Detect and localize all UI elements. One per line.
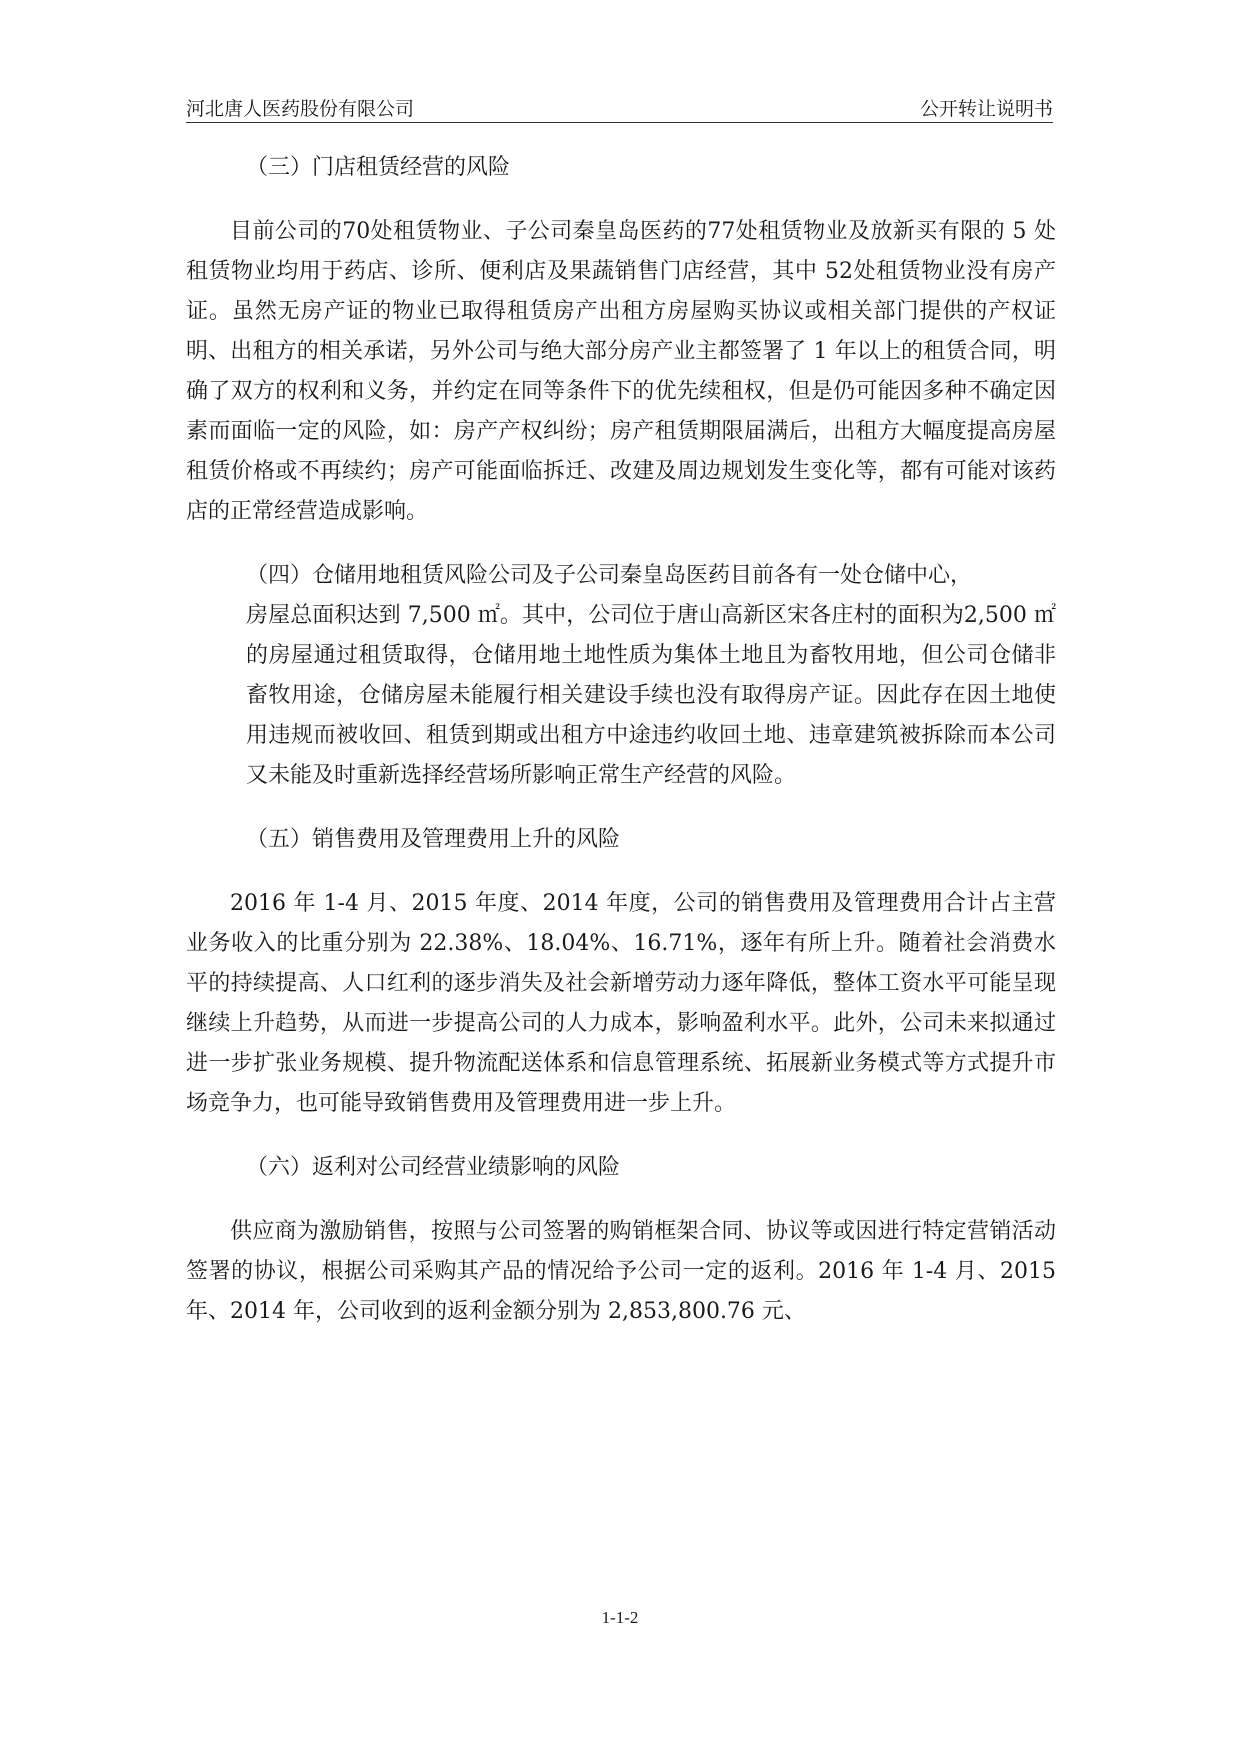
section-number: （四）: [246, 563, 313, 588]
header-company-name: 河北唐人医药股份有限公司: [186, 98, 415, 120]
section-paragraph: 房屋总面积达到 7,500 ㎡。其中，公司位于唐山高新区宋各庄村的面积为2,500 ㎡的房屋通过租赁取得，仓储用地土地性质为集体土地且为畜牧用地，但公司仓储非畜牧用途，仓储房屋未能履行相关建设手续也没有取得房产证。因此存在因土地使用违规而被收回、租赁到期或出租方中途违约收回土地、违章建筑被拆除而本公司又未能及时重新选择经营场所影响正常生产经营的风险。: [246, 603, 1056, 788]
section-paragraph: 供应商为激励销售，按照与公司签署的购销框架合同、协议等或因进行特定营销活动签署的协议，根据公司采购其产品的情况给予公司一定的返利。2016 年 1-4 月、2015 年、2014 年，公司收到的返利金额分别为 2,853,800.76 元、: [186, 1219, 1056, 1324]
section-paragraph: 目前公司的70处租赁物业、子公司秦皇岛医药的77处租赁物业及放新买有限的 5 处租赁物业均用于药店、诊所、便利店及果蔬销售门店经营，其中 52处租赁物业没有房产证。虽然无房产证的物业已取得租赁房产出租方房屋购买协议或相关部门提供的产权证明、出租方的相关承诺，另外公司与绝大部分房产业主都签署了 1 年以上的租赁合同，明确了双方的权利和义务，并约定在同等条件下的优先续租权，但是仍可能因多种不确定因素而面临一定的风险，如：房产产权纠纷；房产租赁期限届满后，出租方大幅度提高房屋租赁价格或不再续约；房产可能面临拆迁、改建及周边规划发生变化等，都有可能对该药店的正常经营造成影响。: [186, 219, 1056, 524]
section-heading-4: [186, 556, 1056, 596]
section-title: 返利对公司经营业绩影响的风险: [312, 1155, 621, 1180]
section-title: 门店租赁经营的风险: [312, 155, 511, 180]
document-body: [186, 148, 1056, 1356]
section-number: （五）: [246, 827, 313, 852]
section-paragraph: 2016 年 1-4 月、2015 年度、2014 年度，公司的销售费用及管理费用合计占主营业务收入的比重分别为 22.38%、18.04%、16.71%，逐年有所上升。随着社会消费水平的持续提高、人口红利的逐步消失及社会新增劳动力逐年降低，整体工资水平可能呈现继续上升趋势，从而进一步提高公司的人力成本，影响盈利水平。此外，公司未来拟通过进一步扩张业务规模、提升物流配送体系和信息管理系统、拓展新业务模式等方式提升市场竞争力，也可能导致销售费用及管理费用进一步上升。: [186, 891, 1056, 1116]
section-heading-6: [186, 1148, 1056, 1188]
section-heading-3: [186, 148, 1056, 188]
section-title: 仓储用地租赁风险公司及子公司秦皇岛医药目前各有一处仓储中心，: [312, 563, 973, 588]
section-number: （三）: [246, 155, 313, 180]
page-number: 1-1-2: [601, 1608, 639, 1627]
section-number: （六）: [246, 1155, 313, 1180]
header-document-type: 公开转让说明书: [919, 98, 1053, 120]
section-heading-5: [186, 820, 1056, 860]
section-title: 销售费用及管理费用上升的风险: [312, 827, 621, 852]
page-header: [186, 92, 1053, 123]
